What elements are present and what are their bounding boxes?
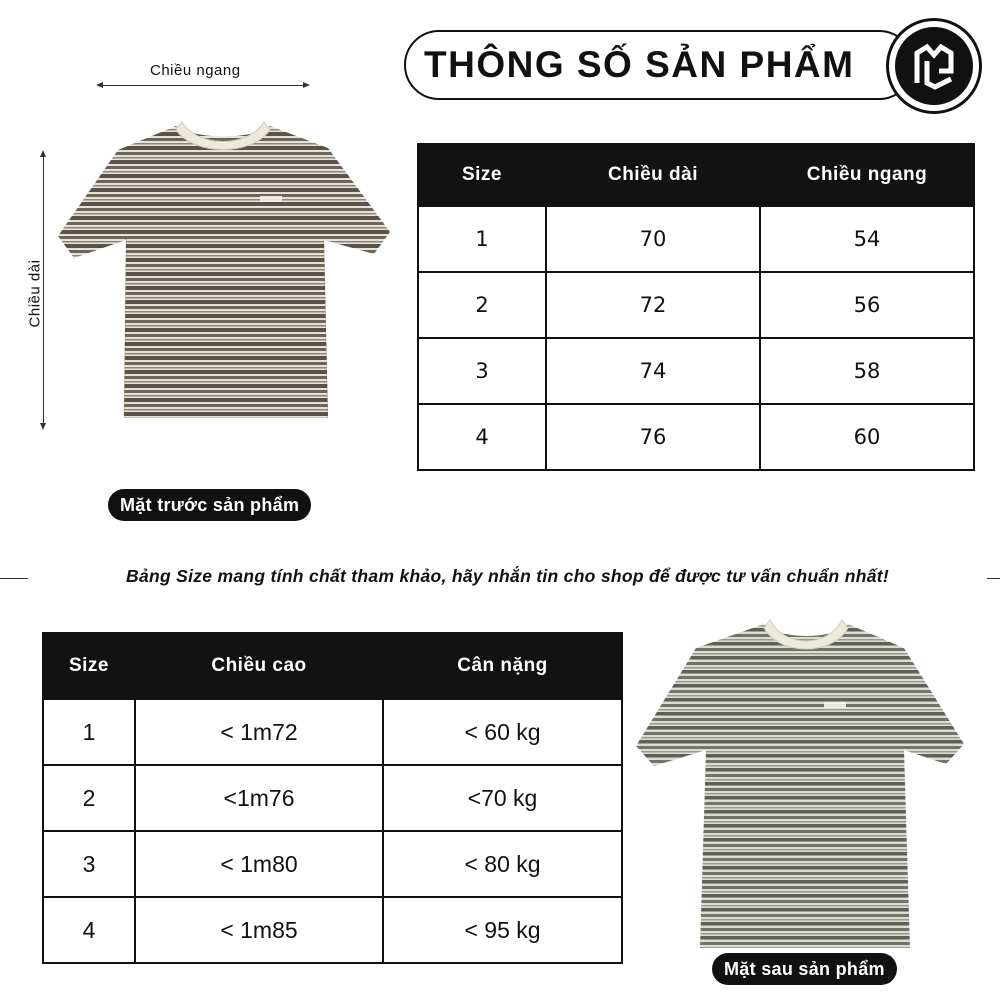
length-cell: 70 — [546, 206, 760, 272]
table-row — [43, 765, 622, 831]
weight-cell: < 60 kg — [383, 699, 622, 765]
weight-cell: < 80 kg — [383, 831, 622, 897]
width-measure-label: Chiều ngang — [150, 62, 241, 79]
length-cell: 76 — [546, 404, 760, 470]
size-cell: 1 — [43, 699, 135, 765]
page-title: THÔNG SỐ SẢN PHẨM — [424, 44, 855, 85]
height-cell: < 1m85 — [135, 897, 383, 963]
table-row — [418, 206, 974, 272]
height-cell: < 1m72 — [135, 699, 383, 765]
size-cell: 4 — [43, 897, 135, 963]
table-row — [418, 404, 974, 470]
width-measure-arrow — [98, 85, 308, 86]
header-weight: Cân nặng — [383, 633, 622, 699]
note-divider-right — [987, 578, 1000, 579]
table-row — [418, 338, 974, 404]
width-cell: 56 — [760, 272, 974, 338]
size-cell: 2 — [43, 765, 135, 831]
table-row — [418, 272, 974, 338]
table-row — [43, 897, 622, 963]
weight-cell: < 95 kg — [383, 897, 622, 963]
front-view-label: Mặt trước sản phẩm — [108, 489, 311, 521]
header-height: Chiều cao — [135, 633, 383, 699]
length-measure-label: Chiều dài — [26, 259, 44, 328]
size-note: Bảng Size mang tính chất tham khảo, hãy nhắn tin cho shop để được tư vấn chuẩn nhất! — [126, 566, 889, 586]
height-cell: <1m76 — [135, 765, 383, 831]
front-tshirt-image — [56, 118, 392, 420]
size-cell: 2 — [418, 272, 546, 338]
width-cell: 60 — [760, 404, 974, 470]
size-cell: 1 — [418, 206, 546, 272]
size-cell: 3 — [43, 831, 135, 897]
brand-logo — [886, 18, 982, 114]
size-cell: 3 — [418, 338, 546, 404]
brand-logo-mark-icon — [895, 27, 973, 105]
note-divider-left — [0, 578, 28, 579]
table-row — [43, 831, 622, 897]
length-cell: 72 — [546, 272, 760, 338]
title-pill — [404, 30, 914, 100]
back-tshirt-image — [634, 614, 966, 950]
product-size-table — [417, 143, 975, 471]
back-view-label: Mặt sau sản phẩm — [712, 953, 897, 985]
weight-cell: <70 kg — [383, 765, 622, 831]
fit-size-table — [42, 632, 623, 964]
length-cell: 74 — [546, 338, 760, 404]
header-width: Chiều ngang — [760, 144, 974, 206]
header-size: Size — [43, 633, 135, 699]
width-cell: 58 — [760, 338, 974, 404]
height-cell: < 1m80 — [135, 831, 383, 897]
width-cell: 54 — [760, 206, 974, 272]
header-size: Size — [418, 144, 546, 206]
table-row — [43, 699, 622, 765]
header-length: Chiều dài — [546, 144, 760, 206]
size-cell: 4 — [418, 404, 546, 470]
